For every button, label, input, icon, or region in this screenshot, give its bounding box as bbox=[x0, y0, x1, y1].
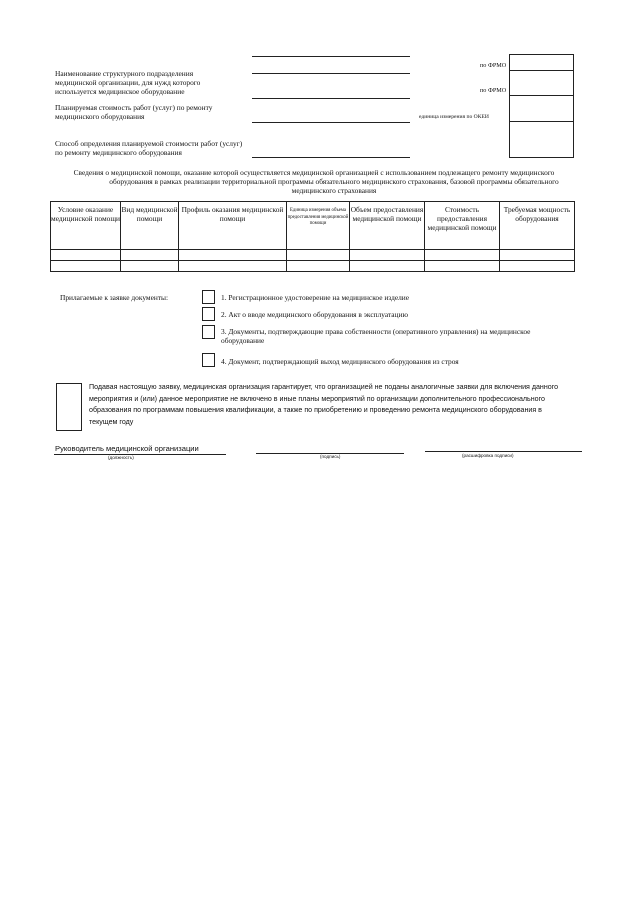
head-label: Руководитель медицинской организации bbox=[55, 444, 199, 453]
document-checkbox-1[interactable] bbox=[202, 290, 215, 304]
table-cell[interactable] bbox=[350, 261, 425, 272]
position-line[interactable] bbox=[54, 454, 226, 455]
unit-name-field-line-2[interactable] bbox=[252, 73, 410, 74]
guarantee-checkbox[interactable] bbox=[56, 383, 82, 431]
cost-method-field-line[interactable] bbox=[252, 157, 410, 158]
cost-method-label: Способ определения планируемой стоимости работ (услуг) по ремонту медицинского оборудования bbox=[55, 139, 243, 157]
code-box-divider-2 bbox=[509, 95, 573, 96]
table-header-row bbox=[51, 202, 575, 250]
frmo-code-label-2: по ФРМО bbox=[480, 87, 507, 94]
code-box-divider-1 bbox=[509, 70, 573, 71]
col-unit: Единица измерения объема предоставления медицинской помощи bbox=[287, 202, 350, 250]
document-item-4: 4. Документ, подтверждающий выход медицинского оборудования из строя bbox=[221, 357, 459, 366]
document-checkbox-4[interactable] bbox=[202, 353, 215, 367]
code-box-divider-3 bbox=[509, 121, 573, 122]
col-volume: Объем предоставления медицинской помощи bbox=[350, 202, 425, 250]
signature-caption: (подпись) bbox=[320, 454, 341, 459]
document-item-2: 2. Акт о вводе медицинского оборудования в эксплуатацию bbox=[221, 310, 408, 319]
unit-name-field-line-3[interactable] bbox=[252, 98, 410, 99]
table-cell[interactable] bbox=[51, 261, 121, 272]
table-cell[interactable] bbox=[350, 250, 425, 261]
table-cell[interactable] bbox=[121, 261, 179, 272]
table-row bbox=[51, 261, 575, 272]
planned-cost-field-line[interactable] bbox=[252, 122, 410, 123]
table-cell[interactable] bbox=[500, 250, 575, 261]
unit-name-field-line-1[interactable] bbox=[252, 56, 410, 57]
table-cell[interactable] bbox=[179, 261, 287, 272]
table-cell[interactable] bbox=[287, 261, 350, 272]
table-cell[interactable] bbox=[51, 250, 121, 261]
unit-name-label: Наименование структурного подразделения медицинской организации, для нужд которого используется медицинское оборудование bbox=[55, 69, 201, 96]
col-profile: Профиль оказания медицинской помощи bbox=[179, 202, 287, 250]
documents-label: Прилагаемые к заявке документы: bbox=[60, 293, 169, 302]
decoding-line[interactable] bbox=[425, 451, 582, 452]
table-cell[interactable] bbox=[425, 261, 500, 272]
okei-code-label: единица измерения по ОКЕИ bbox=[419, 114, 489, 120]
document-checkbox-2[interactable] bbox=[202, 307, 215, 321]
table-cell[interactable] bbox=[179, 250, 287, 261]
services-table bbox=[50, 201, 575, 272]
document-item-3: 3. Документы, подтверждающие права собственности (оперативного управления) на медицинское оборудование bbox=[221, 327, 531, 345]
table-cell[interactable] bbox=[425, 250, 500, 261]
col-capacity: Требуемая мощность оборудования bbox=[500, 202, 575, 250]
planned-cost-label: Планируемая стоимость работ (услуг) по ремонту медицинского оборудования bbox=[55, 103, 213, 121]
document-checkbox-3[interactable] bbox=[202, 325, 215, 339]
position-caption: (должность) bbox=[108, 455, 134, 460]
col-cost: Стоимость предоставления медицинской помощи bbox=[425, 202, 500, 250]
table-cell[interactable] bbox=[121, 250, 179, 261]
decoding-caption: (расшифровка подписи) bbox=[462, 453, 514, 458]
frmo-code-label-1: по ФРМО bbox=[480, 62, 507, 69]
table-cell[interactable] bbox=[287, 250, 350, 261]
document-item-1: 1. Регистрационное удостоверение на медицинское изделие bbox=[221, 293, 410, 302]
col-condition: Условие оказание медицинской помощи bbox=[51, 202, 121, 250]
table-cell[interactable] bbox=[500, 261, 575, 272]
col-type: Вид медицинской помощи bbox=[121, 202, 179, 250]
table-row bbox=[51, 250, 575, 261]
services-intro: Сведения о медицинской помощи, оказание которой осуществляется медицинской организацией с использованием подлежащего ремонту медицинского оборудования в рамках реализации территориальной программы обязательного медицинского страхования, базовой программы обязательного медицинского страхования bbox=[73, 168, 559, 195]
guarantee-text: Подавая настоящую заявку, медицинская организация гарантирует, что организацией не поданы аналогичные заявки для включения данного мероприятия и (или) данное мероприятие не включено в иные планы мероприятий по организации дополнительного профессионального образования по программам повышения квалификации, а также по приобретению и проведению ремонта медицинского оборудования в текущем году bbox=[89, 383, 559, 426]
